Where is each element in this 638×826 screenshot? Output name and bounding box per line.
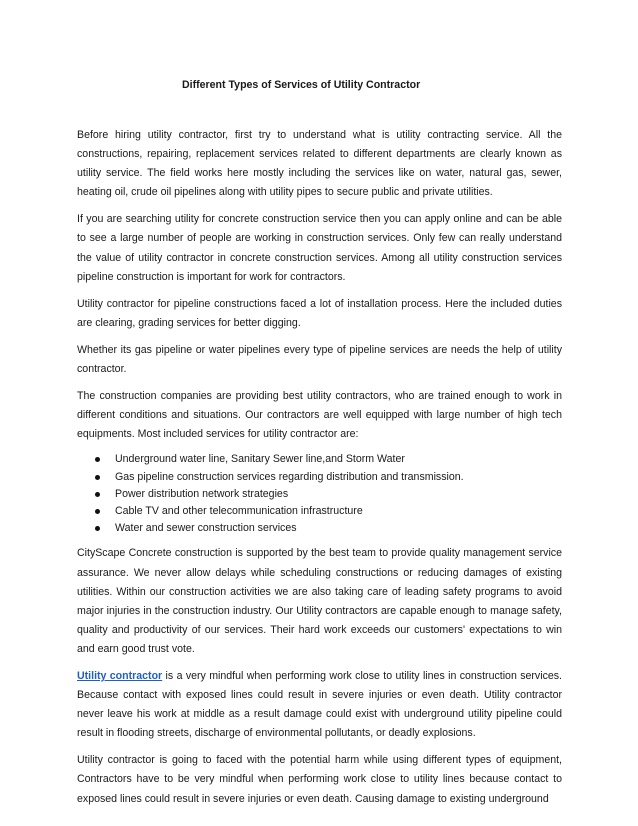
paragraph-potential-harm: Utility contractor is going to faced with the potential harm while using different types of equipment, Contractors have to be very mindful when performing work close to utility lines because contact to exposed lines could result in severe injuries or even death. Causing damage to existing underground xyxy=(77,754,562,805)
paragraph-gas-water: Whether its gas pipeline or water pipelines every type of pipeline services are needs the help of utility contractor. xyxy=(77,343,562,376)
list-item-text: Gas pipeline construction services regarding distribution and transmission. xyxy=(115,470,464,483)
document-body xyxy=(77,126,562,809)
paragraph-utility-link-text: is a very mindful when performing work close to utility lines in construction services. Because contact with exposed lines could result in severe injuries or even death. Utility contractor never leave his work at middle as a result damage could exist with underground utility pipeline could result in flooding streets, discharge of environmental pollutants, or deadly explosions. xyxy=(77,669,562,740)
list-item-text: Underground water line, Sanitary Sewer line,and Storm Water xyxy=(115,453,405,466)
bullet-icon xyxy=(95,475,100,480)
list-item-text: Power distribution network strategies xyxy=(115,487,289,500)
list-item xyxy=(77,451,562,468)
paragraph-cityscape: CityScape Concrete construction is supported by the best team to provide quality management service assurance. We never allow delays while scheduling constructions or reducing damages of existing utilities. Within our construction activities we are also taking care of leading safety programs to avoid major injuries in the construction industry. Our Utility contractors are capable enough to manage safety, quality and productivity of our services. Their hard work exceeds our customers' expectations to win and earn good trust vote. xyxy=(77,547,562,655)
list-item xyxy=(77,486,562,503)
paragraph-companies: The construction companies are providing best utility contractors, who are trained enough to work in different conditions and situations. Our contractors are well equipped with large number of high tech equipments. Most included services for utility contractor are: xyxy=(77,390,562,441)
paragraph-searching: If you are searching utility for concrete construction service then you can apply online and can be able to see a large number of people are working in construction services. Only few can really understand the value of utility contractor in concrete construction services. Among all utility construction services pipeline construction is important for work for contractors. xyxy=(77,213,562,283)
list-item xyxy=(77,520,562,537)
list-item-text: Water and sewer construction services xyxy=(115,522,297,535)
utility-contractor-link[interactable]: Utility contractor xyxy=(77,669,163,682)
bullet-icon xyxy=(95,526,100,531)
services-list xyxy=(77,451,562,537)
bullet-icon xyxy=(95,509,100,514)
list-item xyxy=(77,503,562,520)
paragraph-pipeline: Utility contractor for pipeline constructions faced a lot of installation process. Here the included duties are clearing, grading services for better digging. xyxy=(77,297,562,329)
document-title: Different Types of Services of Utility Contractor xyxy=(182,79,421,91)
bullet-icon xyxy=(95,457,100,462)
list-item xyxy=(77,469,562,486)
paragraph-intro: Before hiring utility contractor, first try to understand what is utility contracting service. All the constructions, repairing, replacement services related to different departments are clearly known as utility service. The field works here mostly including the services like on water, natural gas, sewer, heating oil, crude oil pipelines along with utility pipes to secure public and private utilities. xyxy=(77,129,562,199)
list-item-text: Cable TV and other telecommunication infrastructure xyxy=(115,505,363,518)
bullet-icon xyxy=(95,492,100,497)
paragraph-utility-link xyxy=(77,667,562,743)
